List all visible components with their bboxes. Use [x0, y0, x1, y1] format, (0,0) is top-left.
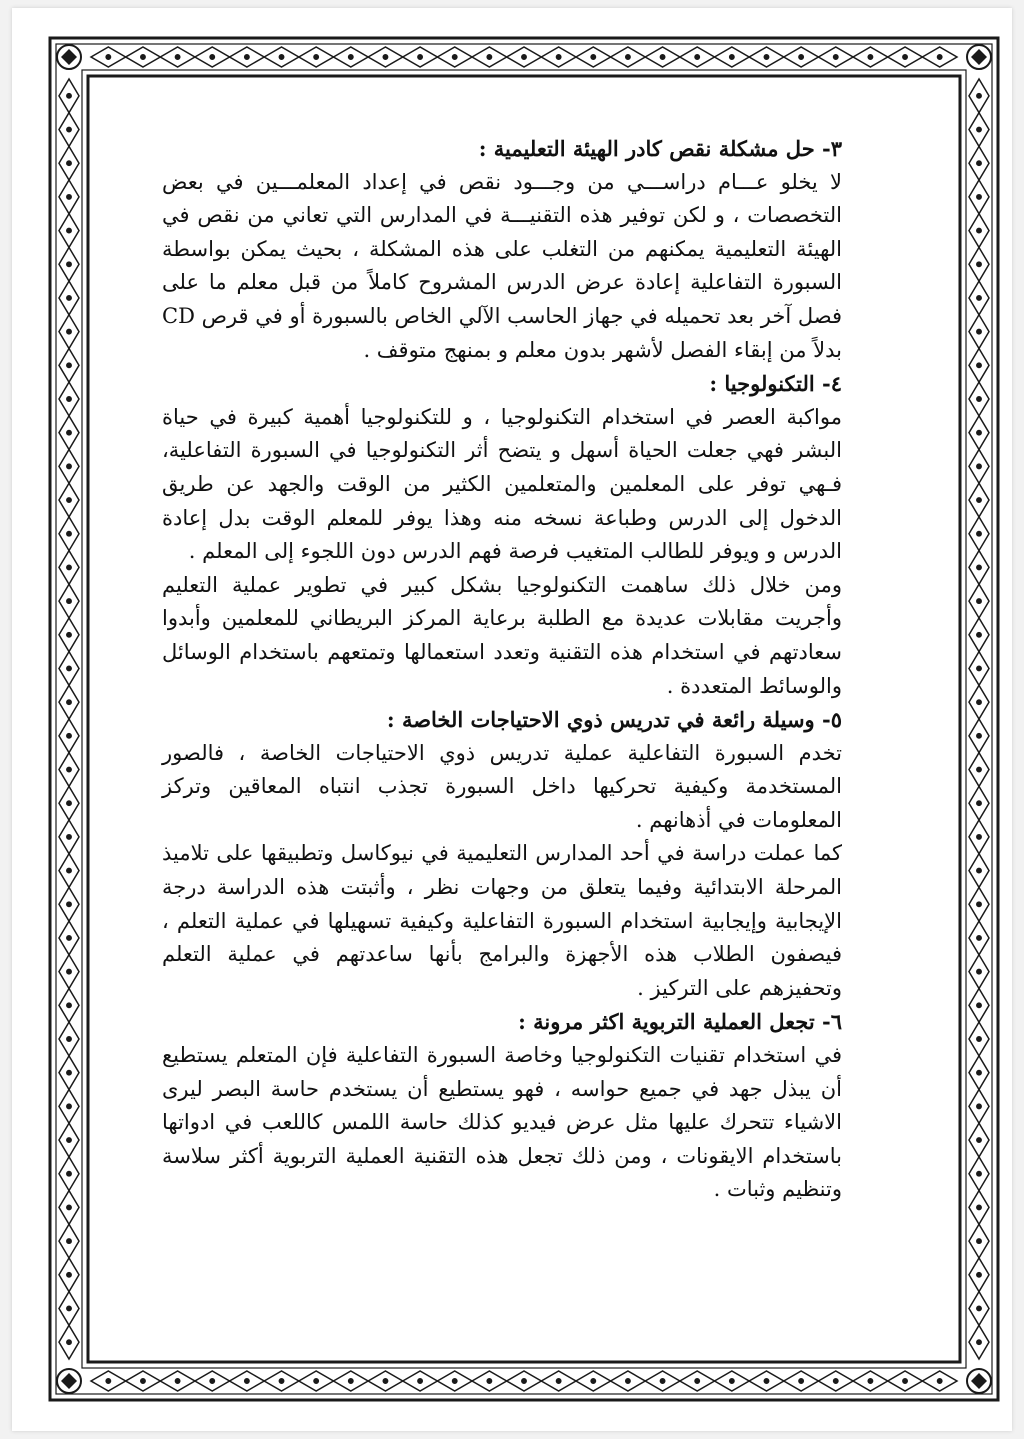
section-paragraph: ومن خلال ذلك ساهمت التكنولوجيا بشكل كبير في تطوير عملية التعليم وأجريت مقابلات عديدة مع الطلبة برعاية المركز البريطاني للمعلمين وأبدوا سعادتهم في استخدام هذه التقنية وتعدد استعمالها وتمتعهم باستخدام الوسائل والوسائط المتعددة .	[162, 572, 842, 698]
section-paragraph: مواكبة العصر في استخدام التكنولوجيا ، و للتكنولوجيا أهمية كبيرة في حياة البشر فهي جعلت الحياة أسهل و يتضح أثر التكنولوجيا في السبورة التفاعلية، فـهي توفر على المعلمين والمتعلمين الكثير من الوقت والجهد عن طريق الدخول إلى الدرس وطباعة نسخه منه وهذا يوفر للمعلم الوقت بدل إعادة الدرس و ويوفر للطالب المتغيب فرصة فهم الدرس دون اللجوء إلى المعلم .	[162, 404, 842, 564]
section-paragraph: في استخدام تقنيات التكنولوجيا وخاصة السبورة التفاعلية فإن المتعلم يستطيع أن يبذل جهد في جميع حواسه ، فهو يستطيع أن يستخدم حاسة البصر ليرى الاشياء تتحرك عليها مثل عرض فيديو كذلك حاسة اللمس كاللعب في ادواتها باستخدام الايقونات ، ومن ذلك تجعل هذه التقنية العملية التربوية أكثر سلاسة وتنظيم وثبات .	[162, 1043, 842, 1202]
section-paragraph: كما عملت دراسة في أحد المدارس التعليمية في نيوكاسل وتطبيقها على تلاميذ المرحلة الابتدائية وفيما يتعلق من وجهات نظر ، وأثبتت هذه الدراسة درجة الإيجابية وإيجابية استخدام السبورة التفاعلية وكيفية تسهيلها في عملية التعلم ، فيصفون الطلاب هذه الأجهزة والبرامج بأنها ساعدتهم في عملية التعلم وتحفيزهم على التركيز .	[162, 841, 842, 1000]
document-body	[162, 132, 842, 1207]
section-paragraph: تخدم السبورة التفاعلية عملية تدريس ذوي الاحتياجات الخاصة ، فالصور المستخدمة وكيفية تحركيها داخل السبورة تجذب انتباه المعاقين وتركز المعلومات في أذهانهم .	[162, 740, 842, 832]
section-heading: ٥- وسيلة رائعة في تدريس ذوي الاحتياجات الخاصة :	[386, 707, 842, 733]
section-heading: ٣- حل مشكلة نقص كادر الهيئة التعليمية :	[478, 136, 842, 161]
section-6	[162, 1005, 842, 1207]
section-5	[162, 703, 842, 1005]
section-paragraph: لا يخلو عـــام دراســـي من وجـــود نقص في إعداد المعلمـــين في بعض التخصصات ، و لكن توفير هذه التقنيـــة في المدارس التي تعاني من نقص في الهيئة التعليمية يمكنهم من التغلب على هذه المشكلة ، بحيث يمكن بواسطة السبورة التفاعلية إعادة عرض الدرس المشروح كاملاً من قبل معلم ما على فصل آخر بعد تحميله في جهاز الحاسب الآلي الخاص بالسبورة أو في قرص CD بدلاً من إبقاء الفصل لأشهر بدون معلم و بمنهج متوقف .	[162, 169, 842, 362]
section-heading: ٤- التكنولوجيا :	[709, 371, 842, 397]
section-4	[162, 367, 842, 703]
section-heading: ٦- تجعل العملية التربوية اكثر مرونة :	[518, 1009, 842, 1035]
section-3	[162, 132, 842, 367]
document-page	[12, 8, 1012, 1431]
